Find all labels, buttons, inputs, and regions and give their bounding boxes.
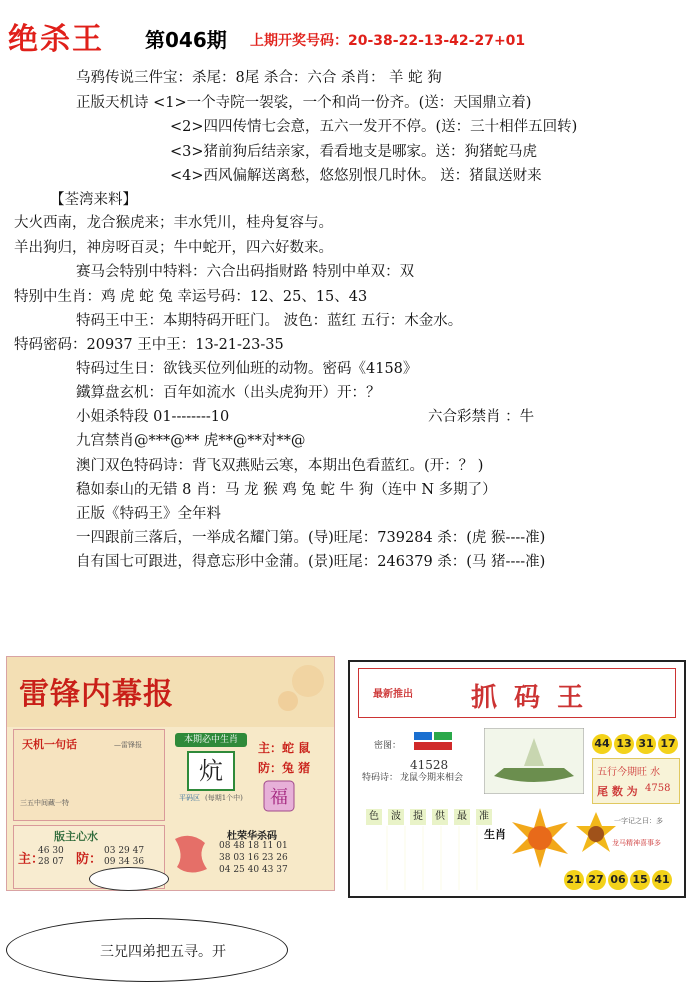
line-annual-2: 自有国七可跟进，得意忘形中金蒲。(景)旺尾：246379 杀：(马 猪----准) [76,554,546,570]
strip-label-6: 准 [476,809,492,825]
line-forbidden-zodiac: 六合彩禁肖 ：牛 [428,409,535,425]
ball-bottom-1: 21 [564,870,584,890]
tema-label: 特码诗： [362,773,399,783]
cloud-text: 三兄四弟把五寻。开 [100,944,226,960]
oval-stamp [89,867,169,891]
tema-value: 龙鼠今期来相会 [400,773,464,783]
logo-icon [414,730,454,752]
wuxing-text: 五行今期旺 水 [597,767,661,778]
zodiac-card-char: 炕 [187,751,235,791]
weishu-label: 尾 数 为 [597,785,638,798]
tianji-text: 三五中间藏一特 [20,799,69,807]
ball-bottom-4: 15 [630,870,650,890]
ball-bottom-5: 41 [652,870,672,890]
banzhu-title: 版主心水 [54,830,98,843]
zodiac-card-title: 本期必中生肖 [175,733,247,747]
strip-label-5: 最 [454,809,470,825]
ball-top-1: 44 [592,734,612,754]
previous-draw-numbers: 上期开奖号码：20-38-22-13-42-27+01 [250,33,526,49]
banzhu-nums-a: 46 30 28 07 [38,846,64,867]
ball-top-4: 17 [658,734,678,754]
line-lady-kill: 小姐杀特段 01--------10 [76,409,230,425]
leifeng-panel [6,656,335,891]
tianji-heading: 天机一句话 [22,738,77,751]
line-verse-2: 羊出狗归，神房呀百灵；牛中蛇开，四六好数来。 [14,240,333,256]
sha-ma-row-1: 08 48 18 11 01 [219,841,288,851]
zhuama-header [358,668,676,718]
code-label: 密图： [374,741,402,751]
strip-label-4: 供 [432,809,448,825]
section-heading: 【荃湾来料】 [50,192,137,208]
zhu-fang-box [252,733,332,818]
page-title: 绝杀王 [8,22,104,57]
line-verse-1: 大火西南，龙合猴虎来；丰水凭川，桂舟复容与。 [14,215,333,231]
color-strip [366,804,492,822]
ball-top-2: 13 [614,734,634,754]
line-special-zodiac: 特别中生肖：鸡 虎 蛇 兔 幸运号码：12、25、15、43 [14,289,368,305]
slogan-text: 龙马精神喜事多 [612,839,661,847]
zhuama-tag: 最新推出 [373,689,413,700]
sheng-label: 生肖 [484,828,506,841]
lucky-symbol-icon [262,779,296,813]
zhuama-title: 抓 码 王 [471,683,588,713]
sha-ma-title: 杜荣华杀码 [227,831,277,842]
ball-bottom-3: 06 [608,870,628,890]
line-crow-legend: 乌鸦传说三件宝：杀尾：8尾 杀合：六合 杀肖： 羊 蛇 狗 [76,70,442,86]
svg-text:福: 福 [270,787,288,808]
tiger-icon [576,812,616,852]
decorative-corner-icon [268,661,328,721]
starburst-icon [510,808,570,868]
tianji-source: —雷锋报 [114,741,142,749]
line-macau-poem: 澳门双色特码诗：背飞双燕贴云寒，本期出色看蓝红。(开：？ ) [76,458,484,474]
line-tianji-4: <4>西风偏解送离愁，悠悠别恨几时休。 送：猪鼠送财来 [170,168,542,184]
leifeng-header [7,657,334,727]
line-annual-1: 一四跟前三落后，一举成名耀门第。(导)旺尾：739284 杀：(虎 猴----准) [76,530,546,546]
zhuama-panel [348,660,686,898]
line-king-of-kings: 特码王中王：本期特码开旺门。 波色：蓝红 五行：木金水。 [76,313,463,329]
line-special-tip: 赛马会特别中特料：六合出码指财路 特别中单双：双 [76,264,415,280]
wuxing-box [592,758,680,804]
weishu-value: 4758 [645,783,671,794]
calligraphy-icon [167,829,213,881]
zodiac-card [175,733,247,818]
ball-bottom-2: 27 [586,870,606,890]
sha-ma-row-2: 38 03 16 23 26 [219,853,288,863]
line-code: 特码密码：20937 王中王：13-21-23-35 [14,337,284,353]
banzhu-fang: 防： [76,852,103,867]
line-birthday: 特码过生日：欲钱买位列仙班的动物。密码《4158》 [76,361,418,377]
line-tianji-2: <2>四四传情七会意，五六一发开不停。(送：三十相伴五回转) [170,119,578,135]
pinghu-sub: (每期1个中) [205,794,243,802]
tianji-box [13,729,165,821]
line-abacus: 鐵算盘玄机：百年如流水（出头虎狗开）开：？ [76,385,381,401]
sha-ma-box [167,825,332,887]
line-nine-palace: 九宫禁肖@***@** 虎**@**对**@ [76,433,306,449]
code-value: 41528 [410,758,449,772]
leifeng-title: 雷锋内幕报 [19,677,174,712]
banzhu-zhu: 主： [18,852,45,867]
ball-top-3: 31 [636,734,656,754]
zhu-zodiac: 主：蛇 鼠 [258,741,311,755]
vertical-text-block [370,826,482,890]
line-eight-zodiac: 稳如泰山的无错 8 肖：马 龙 猴 鸡 兔 蛇 牛 狗（连中 N 多期了） [76,482,497,498]
fang-zodiac: 防：兔 猪 [258,761,311,775]
issue-number: 第046期 [145,28,227,52]
banzhu-nums-b: 03 29 47 09 34 36 [104,846,145,867]
sha-ma-row-3: 04 25 40 43 37 [219,865,288,875]
line-tianji-3: <3>猪前狗后结亲家，看看地支是哪家。送：狗猪蛇马虎 [170,144,538,160]
boat-illustration-icon [484,728,584,794]
pinghu-label: 平码区 [179,794,200,802]
strip-label-2: 波 [388,809,404,825]
strip-label-1: 色 [366,809,382,825]
strip-label-3: 提 [410,809,426,825]
line-tianji-1: 正版天机诗 <1>一个寺院一袈裟，一个和尚一份齐。(送：天国鼎立着) [76,95,532,111]
line-annual: 正版《特码王》全年料 [76,506,221,522]
motto-text: 一字记之曰：多 [614,817,663,825]
